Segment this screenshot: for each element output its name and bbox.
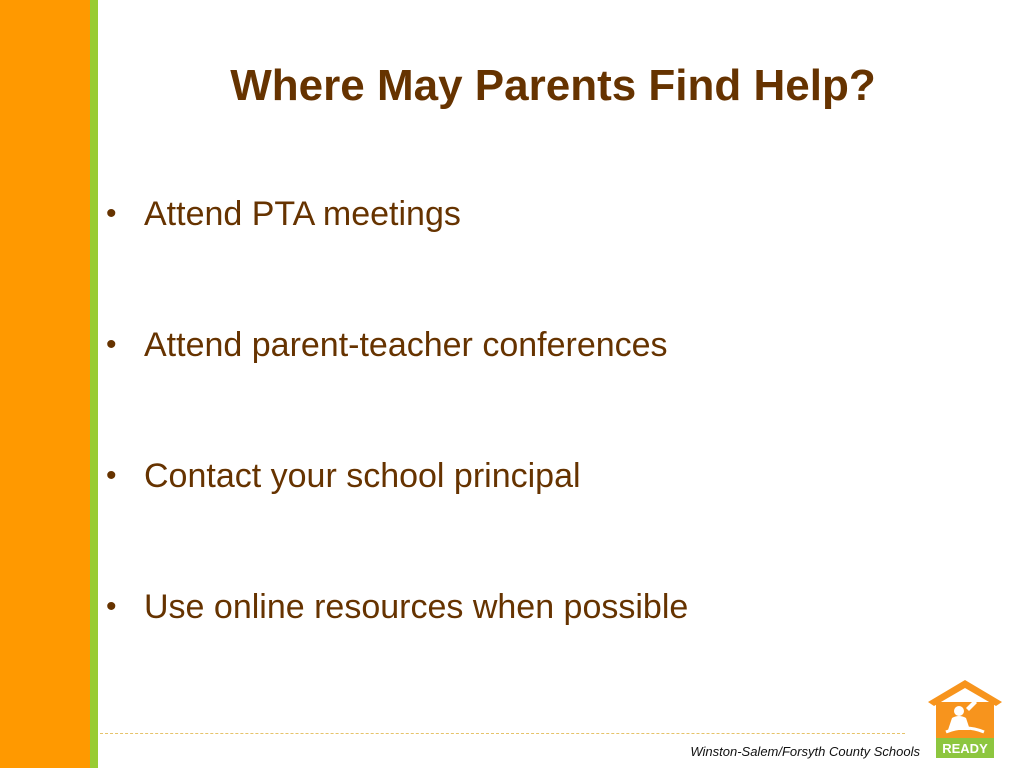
- bullet-dot-icon: •: [106, 590, 117, 623]
- bullet-list: [100, 190, 688, 714]
- bullet-item: [100, 190, 688, 321]
- bullet-text: Use online resources when possible: [144, 588, 689, 626]
- bullet-text: Attend PTA meetings: [144, 195, 461, 233]
- bullet-dot-icon: •: [106, 328, 117, 361]
- footer-divider: [100, 733, 905, 734]
- bullet-item: [100, 452, 688, 583]
- footer-text: Winston-Salem/Forsyth County Schools: [690, 744, 920, 759]
- bullet-item: [100, 583, 688, 714]
- slide-title: Where May Parents Find Help?: [230, 61, 876, 110]
- side-bar-green: [90, 0, 98, 768]
- bullet-dot-icon: •: [106, 197, 117, 230]
- bullet-item: [100, 321, 688, 452]
- logo-text: READY: [942, 741, 988, 756]
- bullet-text: Contact your school principal: [144, 457, 581, 495]
- side-bar-orange: [0, 0, 90, 768]
- ready-house-logo-icon: [926, 678, 1004, 762]
- bullet-dot-icon: •: [106, 459, 117, 492]
- bullet-text: Attend parent-teacher conferences: [144, 326, 668, 364]
